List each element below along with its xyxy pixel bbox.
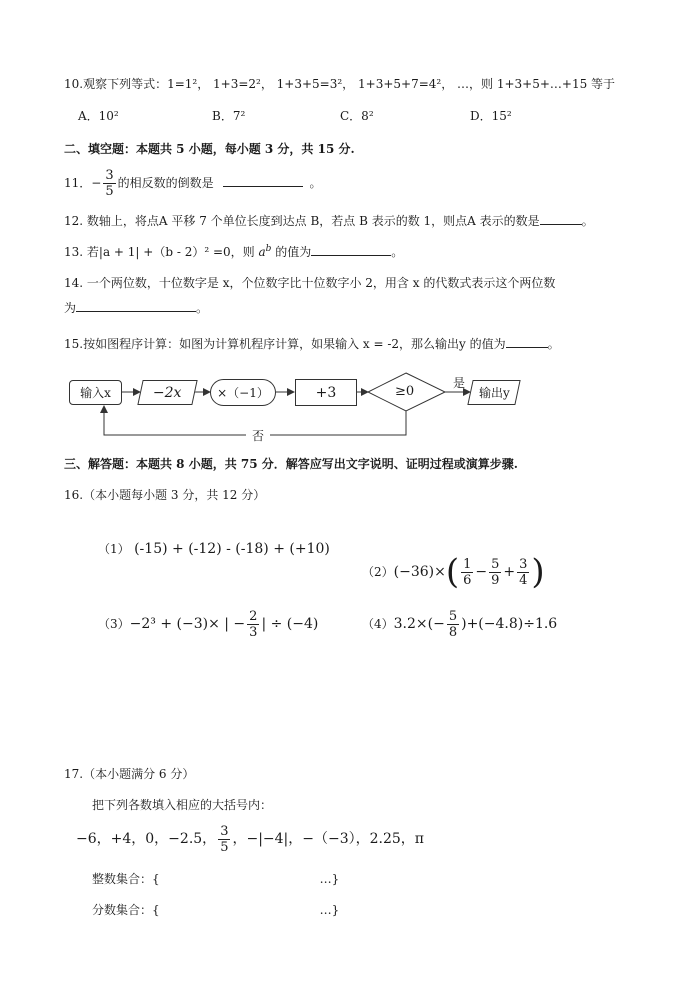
section-3-heading: 三、解答题：本题共 8 小题，共 75 分．解答应写出文字说明、证明过程或演算步骤.: [64, 457, 518, 471]
q16-part2-label: （2）: [362, 565, 394, 579]
q17-fraction-set-label: 分数集合：{: [92, 903, 160, 917]
q10-option-a: A．10²: [78, 109, 119, 123]
q16-p2-f1-num: 1: [463, 556, 472, 572]
q14-line1: 14. 一个两位数，十位数字是 x，个位数字比十位数字小 2，用含 x 的代数式表示这个两位数: [64, 276, 556, 290]
q16-part2-frac3: [517, 557, 529, 588]
flow-input: 输入x: [69, 380, 122, 405]
q16-part3-pre: −2³ + (−3)× | −: [129, 616, 246, 632]
flow-yes-label: 是: [453, 376, 466, 390]
q17-integer-set-end: …}: [319, 872, 340, 886]
q16-p2-f2-num: 5: [491, 556, 500, 572]
q17-fraction-set-end: …}: [319, 903, 340, 917]
q11-text: 的相反数的倒数是: [117, 176, 214, 190]
q11-frac-den: 5: [105, 184, 114, 199]
q16-part4-pre: 3.2×(−: [393, 616, 445, 632]
q10-option-c: C．8²: [340, 109, 374, 123]
q16-p2-f3-den: 4: [519, 572, 528, 588]
q16-part2-frac2: [489, 557, 501, 588]
q14-end: 。: [196, 301, 209, 315]
q16-part2-lparen: (: [445, 552, 460, 592]
q12-text: 12. 数轴上，将点A 平移 7 个单位长度到达点 B，若点 B 表示的数 1，则点A 表示的数是: [64, 214, 540, 228]
q16-part1: [98, 541, 330, 557]
q17-instruction: 把下列各数填入相应的大括号内：: [92, 798, 273, 812]
q16-part2-rparen: ): [531, 552, 545, 592]
q16-part1-expr: (-15) + (-12) - (-18) + (+10): [134, 541, 330, 557]
q17-frac-num: 3: [220, 823, 229, 839]
flow-no-label: 否: [246, 427, 270, 444]
q13-end: 。: [391, 245, 404, 259]
flow-step-minus-2x: [137, 380, 197, 405]
q10-stem: 10.观察下列等式：1=1²， 1+3=2²， 1+3+5=3²， 1+3+5+7=4²， …，则 1+3+5+…+15 等于: [64, 77, 616, 91]
q16-part4: [362, 607, 557, 641]
q16-part2-frac1: [461, 557, 473, 588]
q12-end: 。: [581, 214, 594, 228]
q16-part2-pre: (−36)×: [393, 564, 446, 580]
q17-integer-set-label: 整数集合：{: [92, 872, 160, 886]
flow-output: [467, 380, 520, 405]
q16-p2-f1-den: 6: [463, 572, 472, 588]
q16-part3: [98, 607, 318, 641]
q15-end: 。: [547, 337, 560, 351]
q15-text: 15.按如图程序计算：如图为计算机程序计算，如果输入 x = -2，那么输出y 的值为: [64, 337, 506, 351]
q16-part4-post: )+(−4.8)÷1.6: [461, 616, 558, 632]
flow-step-minus-2x-label: −2x: [153, 384, 182, 401]
q16-p2-f3-num: 3: [519, 556, 528, 572]
q16-p3-num: 2: [249, 608, 258, 624]
q16-part2: [362, 552, 545, 592]
q16-part3-frac: [247, 609, 259, 640]
q11-end: 。: [309, 176, 322, 190]
q16-title: 16.（本小题每小题 3 分，共 12 分）: [64, 488, 266, 502]
q17-title: 17.（本小题满分 6 分）: [64, 767, 195, 781]
q17-fraction-set: [92, 902, 339, 918]
q16-part3-label: （3）: [98, 617, 130, 631]
q17-nums-pre: −6，+4，0，−2.5，: [76, 831, 217, 847]
q16-part4-label: （4）: [362, 617, 394, 631]
flow-output-label: 输出y: [478, 386, 510, 400]
flow-step-plus-3: +3: [295, 379, 357, 406]
q16-part2-op2: +: [503, 564, 516, 580]
q17-number-list: [76, 822, 424, 856]
q11-sign: −: [91, 176, 102, 190]
q14-line2-text: 为: [64, 301, 77, 315]
q16-p2-f2-den: 9: [491, 572, 500, 588]
q16-p4-num: 5: [448, 608, 458, 624]
flow-step-times-neg1: ×（−1）: [210, 379, 276, 406]
q10-option-b: B．7²: [212, 109, 246, 123]
q13-base: a: [258, 245, 266, 259]
q13-post: 的值为: [275, 245, 312, 259]
q17-integer-set: [92, 871, 339, 887]
q11-frac-num: 3: [105, 168, 114, 183]
q17-frac: [218, 824, 230, 855]
q16-part4-frac: [447, 609, 459, 640]
q10-option-d: D．15²: [470, 109, 512, 123]
q16-part1-label: （1）: [98, 542, 130, 556]
section-2-heading: 二、填空题：本题共 5 小题，每小题 3 分，共 15 分.: [64, 142, 355, 156]
q13-pre: 13. 若|a + 1| +（b - 2）² =0，则: [64, 245, 255, 259]
flow-condition-label: ≥0: [395, 384, 415, 399]
q13-exponent: b: [265, 244, 272, 254]
q11-num: 11．: [64, 176, 92, 190]
q16-p4-den: 8: [448, 624, 458, 640]
q17-frac-den: 5: [220, 839, 229, 855]
q16-p3-den: 3: [249, 624, 258, 640]
q16-part2-op1: −: [475, 564, 488, 580]
q17-nums-post: ，−|−4|，−（−3），2.25，π: [232, 831, 425, 847]
q16-part3-post: | ÷ (−4): [261, 616, 319, 632]
